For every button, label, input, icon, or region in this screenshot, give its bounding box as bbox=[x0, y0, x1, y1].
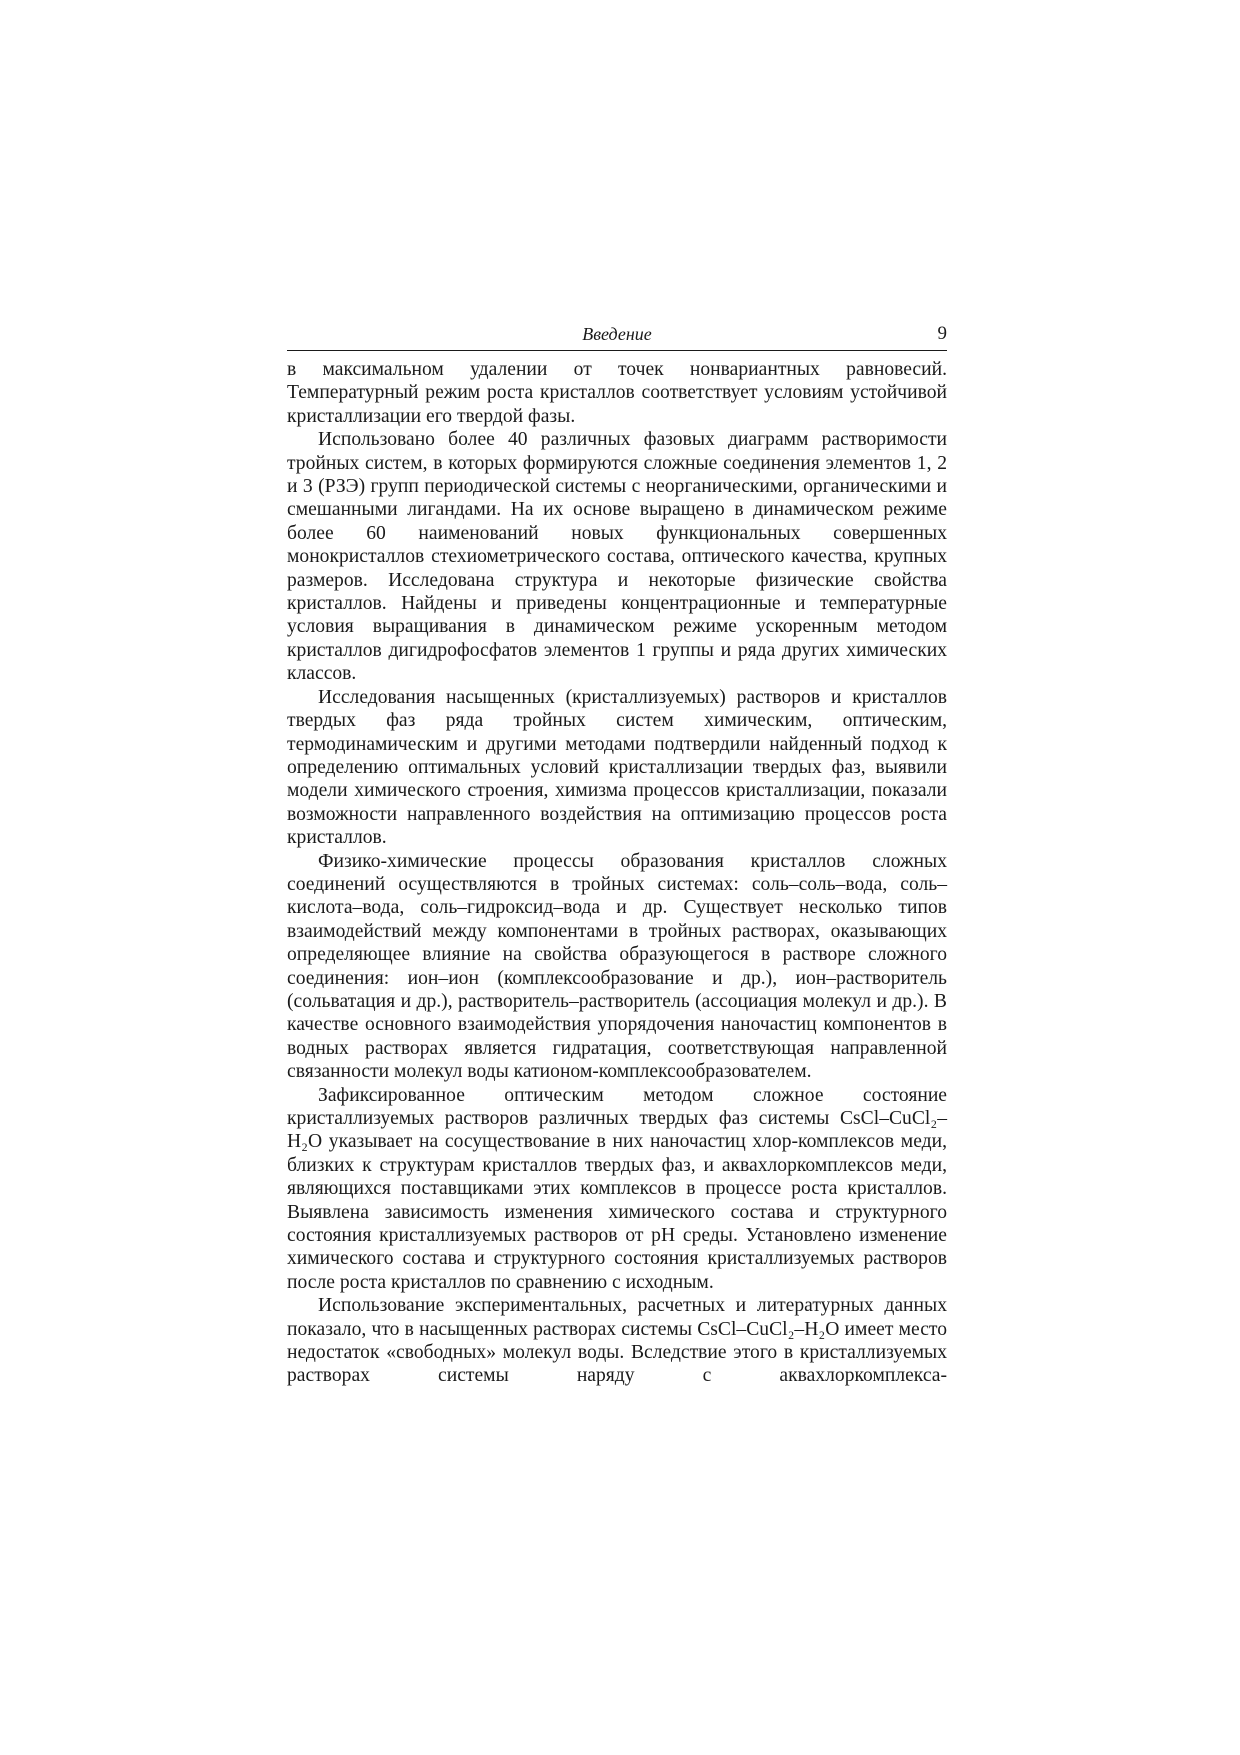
paragraph: Зафиксированное оптическим методом сложное состояние кристаллизуемых растворов различных твердых фаз системы CsCl–CuCl₂–H₂O указывает на сосуществование в них наночастиц хлор-комплексов меди, близких к структурам кристаллов твердых фаз, и аквахлоркомплексов меди, являющихся поставщиками этих комплексов в процессе роста кристаллов. Выявлена зависимость изменения химического состава и структурного состояния кристаллизуемых растворов от pH среды. Установлено изменение химического состава и структурного состояния кристаллизуемых растворов после роста кристаллов по сравнению с исходным. bbox=[287, 1084, 947, 1293]
body-text bbox=[287, 358, 947, 1388]
paragraph: Использование экспериментальных, расчетных и литературных данных показало, что в насыщенных растворах системы CsCl–CuCl₂–H₂O имеет место недостаток «свободных» молекул воды. Вследствие этого в кристаллизуемых растворах системы наряду с аквахлоркомплекса- bbox=[287, 1295, 947, 1387]
book-page bbox=[287, 322, 947, 1388]
page-number: 9 bbox=[937, 323, 947, 344]
running-title: Введение bbox=[582, 324, 652, 344]
paragraph: в максимальном удалении от точек нонвариантных равновесий. Температурный режим роста кристаллов соответствует условиям устойчивой кристаллизации его твердой фазы. bbox=[287, 359, 947, 427]
paragraph: Исследования насыщенных (кристаллизуемых) растворов и кристаллов твердых фаз ряда тройных систем химическим, оптическим, термодинамическим и другими методами подтвердили найденный подход к определению оптимальных условий кристаллизации твердых фаз, выявили модели химического строения, химизма процессов кристаллизации, показали возможности направленного воздействия на оптимизацию процессов роста кристаллов. bbox=[287, 686, 947, 849]
paragraph: Использовано более 40 различных фазовых диаграмм растворимости тройных систем, в которых формируются сложные соединения элементов 1, 2 и 3 (РЗЭ) групп периодической системы с неорганическими, органическими и смешанными лигандами. На их основе выращено в динамическом режиме более 60 наименований новых функциональных совершенных монокристаллов стехиометрического состава, оптического качества, крупных размеров. Исследована структура и некоторые физические свойства кристаллов. Найдены и приведены концентрационные и температурные условия выращивания в динамическом режиме ускоренным методом кристаллов дигидрофосфатов элементов 1 группы и ряда других химических классов. bbox=[287, 429, 947, 685]
running-header bbox=[287, 322, 947, 351]
paragraph: Физико-химические процессы образования кристаллов сложных соединений осуществляются в тройных системах: соль–соль–вода, соль–кислота–вода, соль–гидроксид–вода и др. Существует несколько типов взаимодействий между компонентами в тройных растворах, оказывающих определяющее влияние на свойства образующегося в растворе сложного соединения: ион–ион (комплексообразование и др.), ион–растворитель (сольватация и др.), растворитель–растворитель (ассоциация молекул и др.). В качестве основного взаимодействия упорядочения наночастиц компонентов в водных растворах является гидратация, соответствующая направленной связанности молекул воды катионом-комплексообразователем. bbox=[287, 850, 947, 1083]
